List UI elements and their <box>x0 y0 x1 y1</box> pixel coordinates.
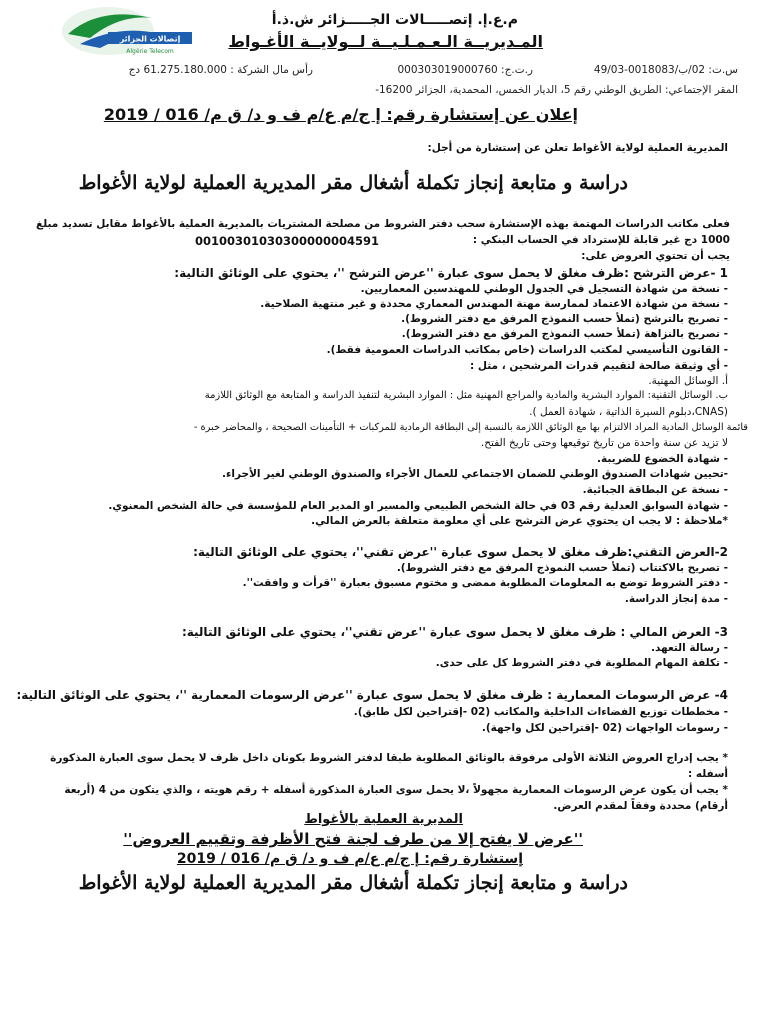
envelope-project: دراسة و متابعة إنجاز تكملة أشغال مقر المديرية العملية لولاية الأغواط <box>78 872 628 894</box>
s1-item: - القانون التأسيسي لمكتب الدراسات (خاص بمكاتب الدراسات العمومية فقط). <box>326 344 728 356</box>
s3-item: - تكلفة المهام المطلوبة في دفتر الشروط كل على حدى. <box>435 657 728 669</box>
withdraw-text: فعلى مكاتب الدراسات المهتمة بهذه الإستشارة سحب دفتر الشروط من مصلحة المشتريات بالمديرية العملية بالأغواط مقابل تسديد مبلغ <box>36 218 730 230</box>
bank-account: 00100301030300000004591 <box>195 234 380 248</box>
svg-text:Algérie Telecom: Algérie Telecom <box>126 48 174 55</box>
s1-item: - نسخة عن البطاقة الجبائية. <box>582 484 728 496</box>
s2-item: - تصريح بالاكتتاب (تملأ حسب النموذج المرفق مع دفتر الشروط). <box>396 562 728 574</box>
envelope-warning: ''عرض لا يفتح إلا من طرف لجنة فتح الأظرفة وتقييم العروض'' <box>123 830 583 848</box>
s1-item: - شهادة الخضوع للضريبة. <box>596 453 728 465</box>
withdraw-amount: 1000 دج غير قابلة للإسترداد في الحساب البنكي : <box>472 234 730 246</box>
project-title: دراسة و متابعة إنجاز تكملة أشغال مقر المديرية العملية لولاية الأغواط <box>78 172 628 194</box>
s2-item: - مدة إنجاز الدراسة. <box>624 593 728 605</box>
tax-number: ر.ت.ج: 000303019000760 <box>397 64 533 76</box>
section-3-title: 3- العرض المالي : ظرف مغلق لا يحمل سوى عبارة ''عرض تقني''، يحتوي على الوثائق التالية: <box>181 625 728 639</box>
envelope-org: المديرية العملية بالأغواط <box>304 812 463 827</box>
section-4-title: 4- عرض الرسومات المعمارية : ظرف مغلق لا يحمل سوى عبارة ''عرض الرسومات المعمارية ''، يحتوي على الوثائق التالية: <box>16 688 728 702</box>
intro-text: المديرية العملية لولاية الأغواط تعلن عن إستشارة من أجل: <box>427 142 728 154</box>
s4-item: - رسومات الواجهات (02 -إقتراحين لكل واجهة). <box>481 722 728 734</box>
envelope-consultation: إستشارة رقم: إ ج/م ع/م ف و د/ ق م/ 016 / 2019 <box>176 851 523 867</box>
s1-item: -تحيين شهادات الصندوق الوطني للضمان الاجتماعي للعمال الأجراء والصندوق الوطني لغير الأجراء. <box>222 468 728 480</box>
s1-item: - تصريح بالترشح (تملأ حسب النموذج المرفق مع دفتر الشروط). <box>401 313 728 325</box>
capital-amount: رأس مال الشركة : 61.275.180.000 دج <box>128 64 313 76</box>
s3-item: - رسالة التعهد. <box>650 642 728 654</box>
s1-note: *ملاحظة : لا يجب ان يحتوي عرض الترشح على أي معلومة متعلقة بالعرض المالي. <box>311 515 728 527</box>
svg-text:إتصالات الجزائر: إتصالات الجزائر <box>119 34 181 44</box>
note-2: * يجب أن يكون عرض الرسومات المعمارية مجهولاً ،لا يحمل سوى العبارة المذكورة أسفله + رقم هويته ، والذي يتكون من 4 (أربعة <box>64 784 728 796</box>
s4-item: - مخططات توزيع الفضاءات الداخلية والمكاتب (02 -إقتراحين لكل طابق). <box>353 706 728 718</box>
s1-item: ب. الوسائل التقنية: الموارد البشرية والمادية والمراجع المهنية مثل : الموارد البشرية لتنفيذ الدراسة و المتابعة مع الوثائق اللازمة <box>204 390 728 401</box>
note-1-cont: أسفله : <box>688 768 728 780</box>
s2-item: - دفتر الشروط توضع به المعلومات المطلوبة ممضى و مختوم مسبوق بعبارة ''قرأت و وافقت''. <box>242 577 728 589</box>
section-1-title: 1 -عرض الترشح :ظرف مغلق لا يحمل سوى عبارة ''عرض الترشح ''، يحتوي على الوثائق التالية: <box>174 266 728 280</box>
s1-item: - تصريح بالنزاهة (تملأ حسب النموذج المرفق مع دفتر الشروط). <box>401 328 728 340</box>
note-2-cont: أرقام) محددة وفقاً لمقدم العرض. <box>553 800 728 812</box>
s1-item: (CNAS،دبلوم السيرة الذاتية ، شهادة العمل ). <box>529 406 728 418</box>
company-abbr: م.ع.إ. إتصـــــالات الجـــــزائر ش.ذ.أ <box>271 12 518 28</box>
head-office-address: المقر الإجتماعي: الطريق الوطني رقم 5، الديار الخمس، المحمدية، الجزائر 16200- <box>375 84 738 96</box>
s1-item: لا تزيد عن سنة واحدة من تاريخ توقيعها وحتى تاريخ الفتح. <box>480 437 728 449</box>
consultation-title: إعلان عن إستشارة رقم: إ ج/م ع/م ف و د/ ق م/ 016 / 2019 <box>103 105 578 124</box>
must-contain: يجب أن تحتوي العروض على: <box>581 250 730 262</box>
algerie-telecom-logo <box>60 4 195 62</box>
register-number: س.ت: 02/ب/0018083-49/03 <box>593 64 738 76</box>
s1-item: - نسخة من شهادة الاعتماد لممارسة مهنة المهندس المعماري محددة و غير منتهية الصلاحية. <box>260 298 728 310</box>
section-2-title: 2-العرض التقني:ظرف مغلق لا يحمل سوى عبارة ''عرض تقني''، يحتوي على الوثائق التالية: <box>193 545 728 559</box>
s1-item: - شهادة السوابق العدلية رقم 03 في حالة الشخص الطبيعي والمسير او المدير العام للمؤسسة في حالة الشخص المعنوي. <box>108 500 728 512</box>
note-1: * يجب إدراج العروض الثلاثة الأولى مرفوقة بالوثائق المطلوبة طبقا لدفتر الشروط بكونان داخل ظرف لا يحمل سوى العبارة المذكورة <box>50 752 728 764</box>
s1-item: قائمة الوسائل المادية المراد الالتزام بها مع الوثائق اللازمة بالنسبة إلى البطاقة الرمادية للمركبات + التأمينات الصحيحة ، والمحاضر خبرة - <box>193 422 748 433</box>
s1-item: - أي وثيقة صالحة لتقييم قدرات المرشحين ، مثل : <box>470 360 728 372</box>
s1-item: - نسخة من شهادة التسجيل في الجدول الوطني للمهندسين المعماريين. <box>360 283 728 295</box>
s1-item: أ. الوسائل المهنية. <box>648 375 728 387</box>
directorate-name: المـديريــة الـعـمـلـيــة لــولايــة الأغـواط <box>228 32 543 51</box>
